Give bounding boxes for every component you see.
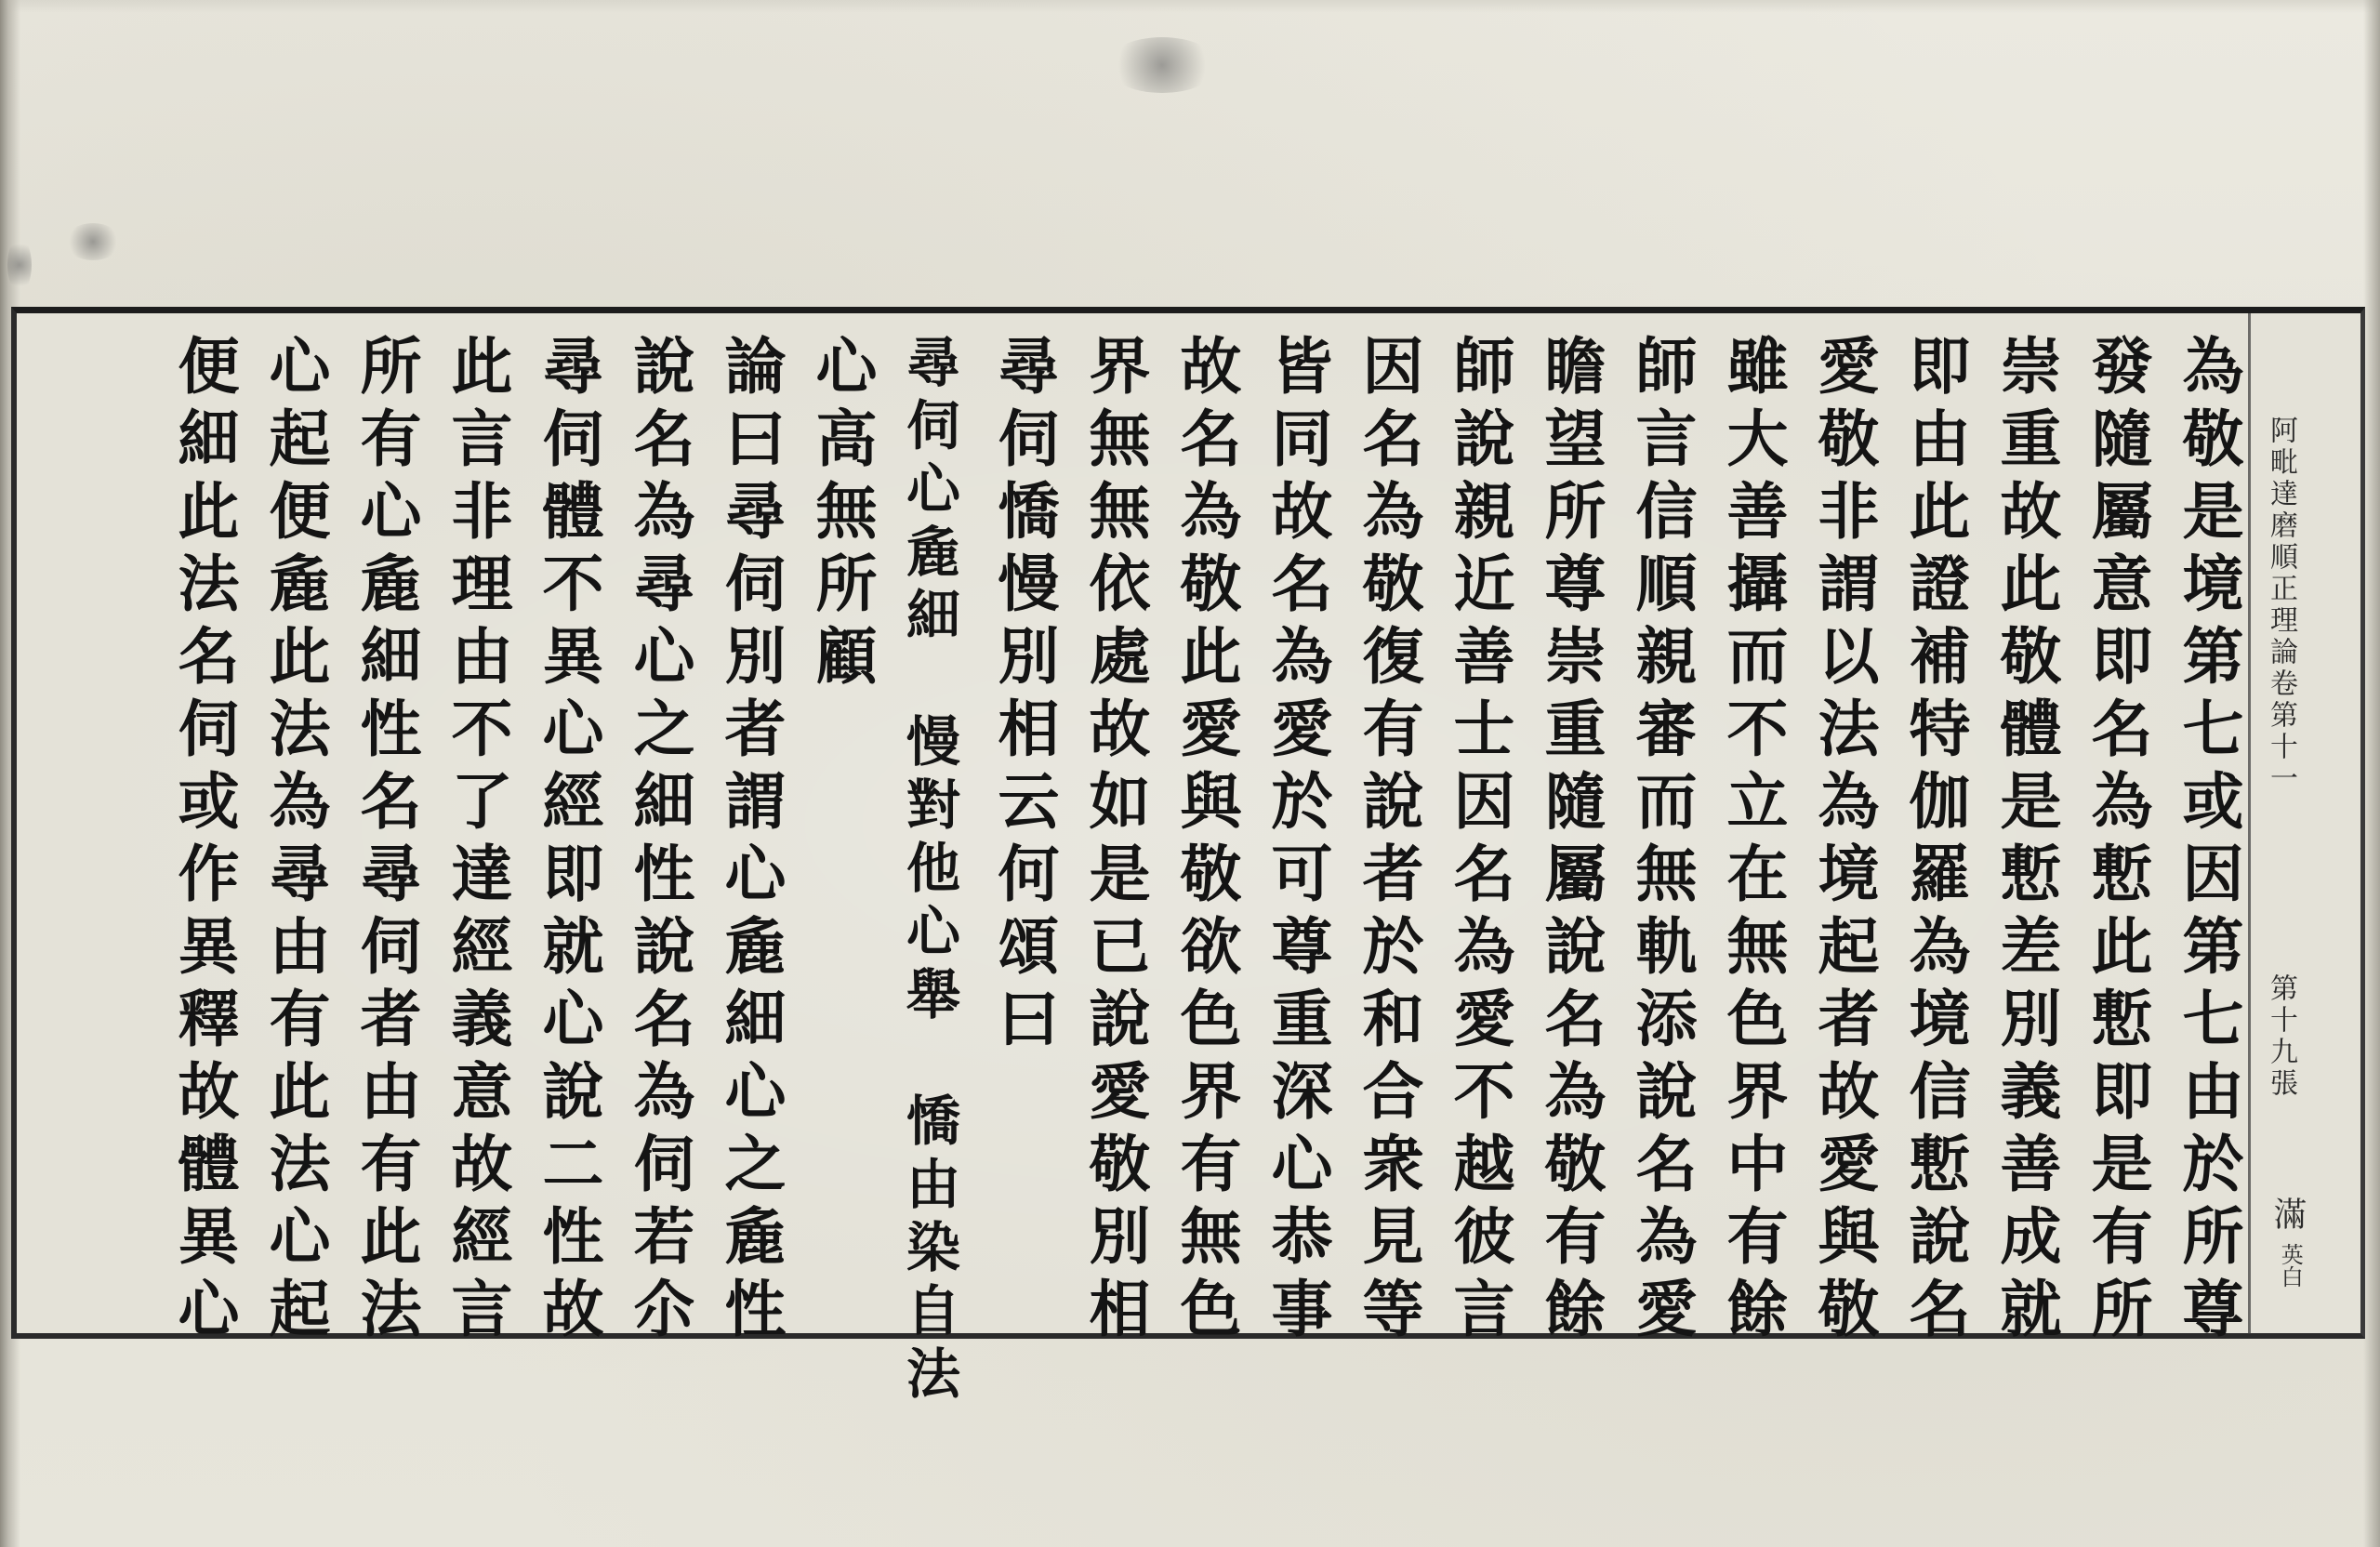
verse-column: 心高無所顧 <box>805 334 878 696</box>
text-column: 界無無依處故如是已說愛敬別相 <box>1078 334 1151 1349</box>
text-column: 故名為敬此愛與敬欲色界有無色 <box>1170 334 1242 1349</box>
text-column: 雖大善攝而不立在無色界中有餘 <box>1716 334 1789 1349</box>
text-column: 瞻望所尊崇重隨屬說名為敬有餘 <box>1534 334 1606 1349</box>
leaf-number: 第十九張 <box>2265 973 2297 1100</box>
gutter-rule <box>2248 313 2251 1334</box>
text-column: 說名為尋心之細性說名為伺若尒 <box>623 334 695 1349</box>
text-column: 心起便麁此法為尋由有此法心起 <box>258 334 331 1349</box>
carver-name: 滿 <box>2268 1197 2307 1230</box>
page-top-edge <box>0 0 2380 13</box>
text-column: 皆同故名為愛於可尊重深心恭事 <box>1261 334 1333 1349</box>
text-column: 論曰尋伺別者謂心麁細心之麁性 <box>714 334 787 1349</box>
printed-text-frame <box>11 307 2365 1408</box>
gutter-title: 阿毗達磨順正理論卷第十一 <box>2265 416 2297 795</box>
ink-smudge <box>65 223 121 260</box>
text-column: 即由此證補特伽羅為境信慙說名 <box>1898 334 1971 1349</box>
text-column: 因名為敬復有說者於和合衆見等 <box>1352 334 1424 1349</box>
text-column: 所有心麁細性名尋伺者由有此法 <box>350 334 422 1349</box>
text-column: 崇重故此敬體是慙差別義善成就 <box>1990 334 2062 1349</box>
carver-name-sub: 英白 <box>2277 1243 2304 1288</box>
text-column: 尋伺體不異心經即就心說二性故 <box>532 334 604 1349</box>
text-column: 愛敬非謂以法為境起者故愛與敬 <box>1807 334 1880 1349</box>
text-column: 此言非理由不了達經義意故經言 <box>441 334 513 1349</box>
text-column: 尋伺憍慢別相云何頌曰 <box>987 334 1060 1059</box>
text-column: 發隨屬意即名為慙此慙即是有所 <box>2081 334 2153 1349</box>
ink-smudge <box>7 237 32 293</box>
binding-edge-right <box>2363 0 2380 1547</box>
verse-column: 尋伺心麁細 慢對他心舉 憍由染自法 <box>897 334 960 1408</box>
text-column: 師言信順親審而無軌添說名為愛 <box>1625 334 1698 1349</box>
text-column: 便細此法名伺或作異釋故體異心 <box>167 334 240 1349</box>
text-column: 為敬是境第七或因第七由於所尊 <box>2172 334 2244 1349</box>
ink-smudge <box>1106 37 1218 93</box>
text-column: 師說親近善士因名為愛不越彼言 <box>1443 334 1515 1349</box>
